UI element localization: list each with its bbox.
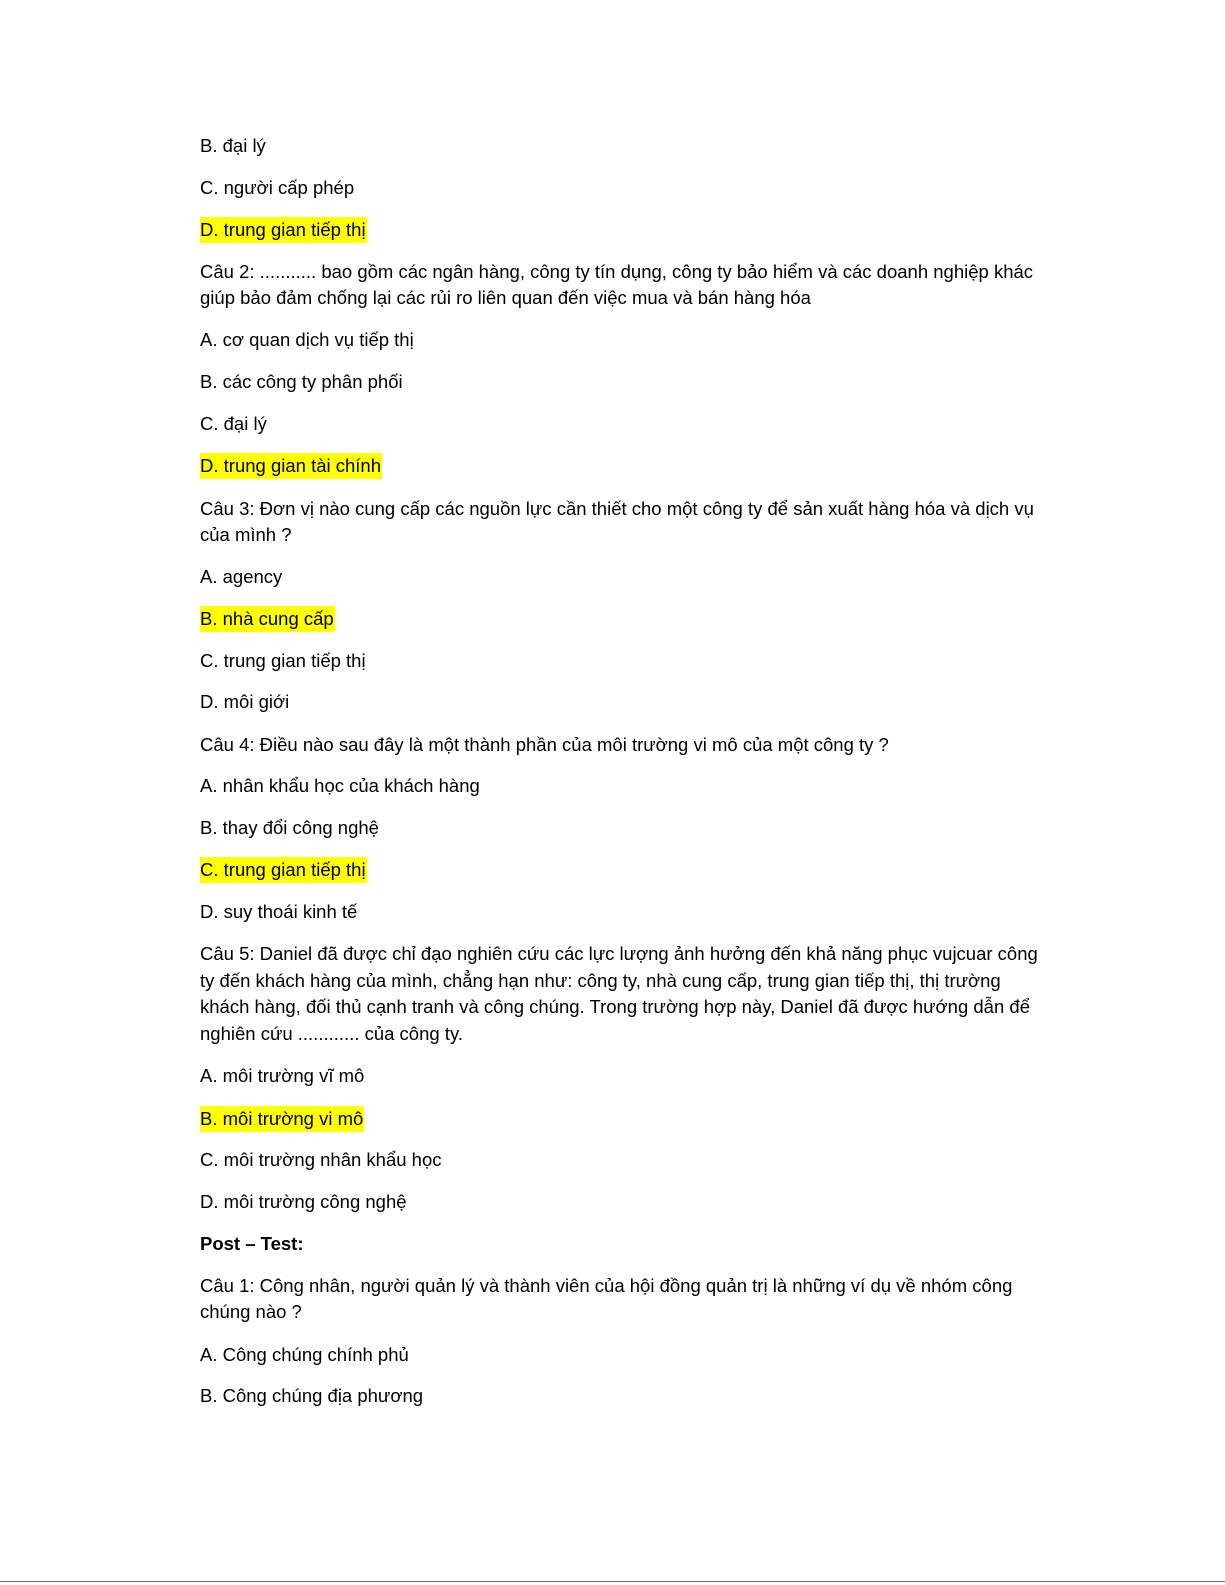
- correct-answer-highlighted: B. môi trường vi mô: [200, 1106, 1050, 1132]
- question-2-line-1: Câu 2: ........... bao gồm các ngân hàng, công ty tín dụng, công ty bảo hiểm và các doanh nghiệp khác: [200, 261, 1034, 282]
- answer-option: D. môi trường công nghệ: [200, 1191, 407, 1212]
- answer-option: C. trung gian tiếp thị: [200, 650, 366, 671]
- answer-option: C. môi trường nhân khẩu học: [200, 1149, 442, 1170]
- answer-option: B. các công ty phân phối: [200, 371, 403, 392]
- answer-option: C. người cấp phép: [200, 177, 355, 198]
- question-3-line-1: Câu 3: Đơn vị nào cung cấp các nguồn lực cần thiết cho một công ty để sản xuất hàng hóa và dịch vụ: [200, 498, 1034, 519]
- answer-option: D. suy thoái kinh tế: [200, 901, 358, 922]
- post-test-question-1-line-1: Câu 1: Công nhân, người quản lý và thành viên của hội đồng quản trị là những ví dụ về nhóm công: [200, 1275, 1013, 1296]
- answer-option: A. agency: [200, 566, 283, 587]
- section-heading: Post – Test:: [200, 1233, 304, 1254]
- question-3-line-2: của mình ?: [200, 524, 292, 545]
- correct-answer-highlighted: D. trung gian tiếp thị: [200, 217, 1050, 243]
- correct-answer-highlighted: D. trung gian tài chính: [200, 453, 1050, 479]
- answer-option: A. môi trường vĩ mô: [200, 1065, 365, 1086]
- answer-option: A. cơ quan dịch vụ tiếp thị: [200, 329, 414, 350]
- page-bottom-border: [0, 1581, 1225, 1582]
- correct-answer-highlighted: C. trung gian tiếp thị: [200, 857, 1050, 883]
- post-test-question-1-line-2: chúng nào ?: [200, 1301, 302, 1322]
- question-5-line-4: nghiên cứu ............ của công ty.: [200, 1023, 463, 1044]
- question-2-line-2: giúp bảo đảm chống lại các rủi ro liên quan đến việc mua và bán hàng hóa: [200, 287, 811, 308]
- question-5-line-1: Câu 5: Daniel đã được chỉ đạo nghiên cứu các lực lượng ảnh hưởng đến khả năng phục vujcuar công: [200, 943, 1038, 964]
- answer-option: B. thay đổi công nghệ: [200, 817, 379, 838]
- correct-answer-highlighted: B. nhà cung cấp: [200, 606, 1050, 632]
- answer-option: A. Công chúng chính phủ: [200, 1344, 409, 1365]
- question-5-line-3: khách hàng, đối thủ cạnh tranh và công chúng. Trong trường hợp này, Daniel đã được hướng dẫn để: [200, 996, 1030, 1017]
- question-4: Câu 4: Điều nào sau đây là một thành phần của môi trường vi mô của một công ty ?: [200, 734, 889, 755]
- question-5-line-2: ty đến khách hàng của mình, chẳng hạn như: công ty, nhà cung cấp, trung gian tiếp thị, thị trường: [200, 970, 1001, 991]
- answer-option: D. môi giới: [200, 691, 290, 712]
- answer-option: C. đại lý: [200, 413, 267, 434]
- answer-option: B. Công chúng địa phương: [200, 1385, 424, 1406]
- answer-option: A. nhân khẩu học của khách hàng: [200, 775, 480, 796]
- answer-option: B. đại lý: [200, 135, 266, 156]
